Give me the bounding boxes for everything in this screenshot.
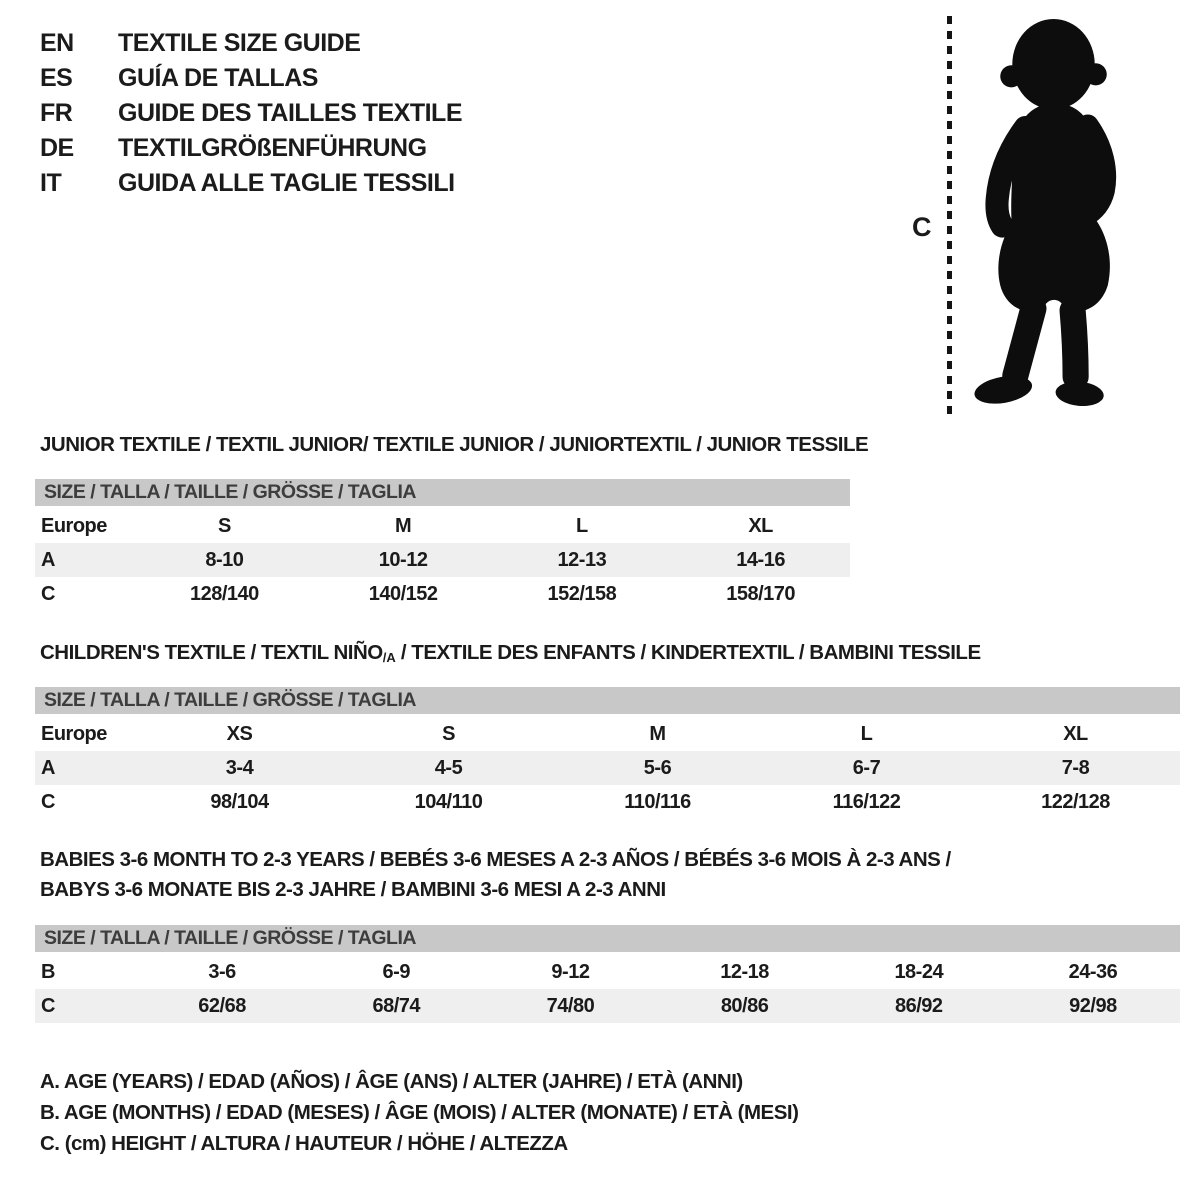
measurement-legend <box>40 1066 798 1159</box>
table-row-age <box>35 751 1180 785</box>
table-cell: 68/74 <box>372 994 421 1017</box>
table-cell: 8-10 <box>205 548 244 571</box>
table-cell: M <box>395 514 412 537</box>
table-cell: 152/158 <box>547 582 617 605</box>
table-row-height <box>35 577 850 611</box>
table-cell: 6-9 <box>382 960 410 983</box>
junior-size-table <box>35 479 850 611</box>
language-code: FR <box>40 99 73 127</box>
table-cell: L <box>576 514 588 537</box>
table-cell: S <box>217 514 231 537</box>
legend-line-a: A. AGE (YEARS) / EDAD (AÑOS) / ÂGE (ANS) / ALTER (JAHRE) / ETÀ (ANNI) <box>40 1069 743 1093</box>
language-row-fr <box>40 96 462 131</box>
language-code: EN <box>40 29 74 57</box>
toddler-silhouette-icon <box>960 12 1142 424</box>
babies-title-line1: BABIES 3-6 MONTH TO 2-3 YEARS / BEBÉS 3-6 MESES A 2-3 AÑOS / BÉBÉS 3-6 MOIS À 2-3 ANS / <box>40 848 951 871</box>
junior-size-header-bar: SIZE / TALLA / TAILLE / GRÖSSE / TAGLIA <box>35 479 850 506</box>
row-label: C <box>41 582 55 605</box>
table-cell: 62/68 <box>198 994 246 1017</box>
language-row-en <box>40 26 462 61</box>
table-cell: 104/110 <box>414 790 483 813</box>
height-measure-dashed-line <box>947 16 952 416</box>
row-label: C <box>41 994 55 1017</box>
babies-section-title <box>40 845 951 905</box>
babies-size-header-bar: SIZE / TALLA / TAILLE / GRÖSSE / TAGLIA <box>35 925 1180 952</box>
table-cell: 14-16 <box>736 548 785 571</box>
table-row-europe <box>35 717 1180 751</box>
row-label: A <box>41 548 55 571</box>
page-title-de: TEXTILGRÖßENFÜHRUNG <box>118 134 427 162</box>
table-cell: 98/104 <box>210 790 269 813</box>
table-cell: S <box>442 722 455 745</box>
children-size-table <box>35 687 1180 819</box>
table-cell: 140/152 <box>368 582 438 605</box>
junior-section-title: JUNIOR TEXTILE / TEXTIL JUNIOR/ TEXTILE JUNIOR / JUNIORTEXTIL / JUNIOR TESSILE <box>40 433 869 456</box>
height-measure-label: C <box>912 212 931 242</box>
table-cell: 3-6 <box>208 960 236 983</box>
language-code: IT <box>40 169 62 197</box>
row-label: Europe <box>41 514 107 537</box>
language-row-it <box>40 166 462 201</box>
table-cell: 18-24 <box>894 960 944 983</box>
row-label: A <box>41 756 55 779</box>
language-code: ES <box>40 64 73 92</box>
table-cell: 9-12 <box>551 960 590 983</box>
table-cell: 80/86 <box>720 994 769 1017</box>
table-cell: 110/116 <box>624 790 691 813</box>
table-cell: 74/80 <box>546 994 595 1017</box>
table-cell: 158/170 <box>726 582 796 605</box>
table-cell: 7-8 <box>1061 756 1090 779</box>
page-title-it: GUIDA ALLE TAGLIE TESSILI <box>118 169 455 197</box>
table-row-height <box>35 785 1180 819</box>
language-row-es <box>40 61 462 96</box>
table-row-height <box>35 989 1180 1023</box>
children-title-suffix: / TEXTILE DES ENFANTS / KINDERTEXTIL / BAMBINI TESSILE <box>395 641 981 664</box>
table-row-age-months <box>35 955 1180 989</box>
table-cell: 12-13 <box>557 548 607 571</box>
children-size-header-bar: SIZE / TALLA / TAILLE / GRÖSSE / TAGLIA <box>35 687 1180 714</box>
children-title-prefix: CHILDREN'S TEXTILE / TEXTIL NIÑO <box>40 641 383 664</box>
table-cell: XL <box>1063 722 1088 745</box>
table-cell: L <box>860 722 873 745</box>
table-cell: 24-36 <box>1068 960 1118 983</box>
table-row-age <box>35 543 850 577</box>
language-title-list <box>40 26 462 201</box>
table-cell: 86/92 <box>894 994 943 1017</box>
table-cell: 122/128 <box>1041 790 1110 813</box>
row-label: Europe <box>41 722 107 745</box>
legend-line-c: C. (cm) HEIGHT / ALTURA / HAUTEUR / HÖHE / ALTEZZA <box>40 1131 568 1155</box>
table-cell: XS <box>226 722 253 745</box>
table-cell: 128/140 <box>189 582 259 605</box>
table-cell: M <box>649 722 666 745</box>
table-cell: 3-4 <box>225 756 254 779</box>
page-title-es: GUÍA DE TALLAS <box>118 64 318 92</box>
page-title-fr: GUIDE DES TAILLES TEXTILE <box>118 99 463 127</box>
table-cell: 116/122 <box>832 790 901 813</box>
table-cell: 92/98 <box>1069 994 1117 1017</box>
table-cell: XL <box>748 514 773 537</box>
table-cell: 10-12 <box>378 548 428 571</box>
children-section-title <box>40 641 981 665</box>
children-title-subscript: /A <box>382 650 396 665</box>
babies-title-line2: BABYS 3-6 MONATE BIS 2-3 JAHRE / BAMBINI 3-6 MESI A 2-3 ANNI <box>40 878 666 901</box>
babies-size-table <box>35 925 1180 1023</box>
language-code: DE <box>40 134 74 162</box>
table-cell: 5-6 <box>643 756 672 779</box>
page-title-en: TEXTILE SIZE GUIDE <box>118 29 361 57</box>
language-row-de <box>40 131 462 166</box>
table-cell: 6-7 <box>852 756 881 779</box>
row-label: C <box>41 790 55 813</box>
legend-line-b: B. AGE (MONTHS) / EDAD (MESES) / ÂGE (MOIS) / ALTER (MONATE) / ETÀ (MESI) <box>40 1100 799 1124</box>
row-label: B <box>41 960 55 983</box>
table-cell: 12-18 <box>720 960 769 983</box>
table-row-europe <box>35 509 850 543</box>
table-cell: 4-5 <box>434 756 463 779</box>
